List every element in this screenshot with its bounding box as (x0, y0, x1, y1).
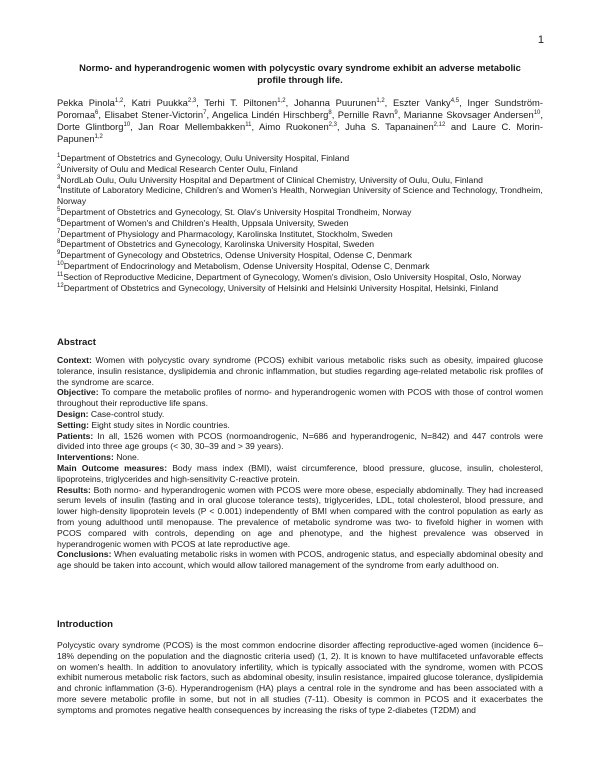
affiliation-text: Department of Gynecology and Obstetrics, Odense University Hospital, Odense C, Denmark (60, 250, 412, 261)
affiliation-item (57, 175, 543, 186)
author-name: Marianne Skovsager Andersen (403, 108, 534, 120)
affiliation-number: 3 (57, 174, 61, 181)
author-name: Inger Sundström-Poromaa (57, 97, 543, 120)
author-affiliation-mark: 10 (533, 109, 541, 116)
author-affiliation-mark: 1,2 (277, 97, 286, 104)
affiliation-text: Department of Obstetrics and Gynecology, Karolinska University Hospital, Sweden (60, 239, 374, 250)
abstract-section (57, 355, 543, 387)
author (104, 109, 206, 120)
affiliation-number: 8 (57, 239, 61, 246)
affiliation-number: 11 (57, 271, 64, 278)
abstract-body (57, 355, 543, 571)
affiliation-number: 12 (57, 282, 64, 289)
affiliation-number: 1 (57, 153, 61, 160)
abstract-section-text: To compare the metabolic profiles of normo- and hyperandrogenic women with PCOS with those of control women throughout their reproductive life spans. (57, 387, 543, 409)
author (393, 97, 459, 108)
affiliation-text: Institute of Laboratory Medicine, Children's and Women's Health, Norwegian University of Science and Technology, Trondheim, Norway (57, 185, 543, 207)
abstract-section-label: Main Outcome measures: (57, 462, 168, 473)
affiliation-item (57, 239, 543, 250)
affiliation-text: Department of Obstetrics and Gynecology, University of Helsinki and Helsinki University Hospital, Helsinki, Finland (63, 282, 499, 293)
author-name: Juha S. Tapanainen (345, 120, 434, 132)
abstract-section-label: Context: (57, 355, 92, 365)
affiliation-text: Section of Reproductive Medicine, Department of Gynecology, Women's division, Oslo University Hospital, Oslo, Norway (63, 271, 522, 282)
affiliation-item (57, 261, 543, 272)
author (57, 97, 123, 108)
affiliation-item (57, 207, 543, 218)
abstract-section-text: Women with polycystic ovary syndrome (PCOS) exhibit various metabolic risks such as obesity, impaired glucose tolerance, insulin resistance, dyslipidemia and chronic inflammation, but studies regarding age-related metabolic risk profiles of the syndrome are scarce. (57, 355, 543, 387)
abstract-section-text: Case-control study. (88, 408, 165, 419)
abstract-section (57, 485, 543, 550)
author-affiliation-mark: 1,2 (114, 97, 124, 104)
abstract-section-text: Eight study sites in Nordic countries. (88, 419, 230, 430)
affiliation-item (57, 153, 543, 164)
abstract-section-text: None. (113, 452, 140, 463)
author-name: Eszter Vanky (393, 97, 451, 108)
affiliation-item (57, 250, 543, 261)
introduction-paragraph: Polycystic ovary syndrome (PCOS) is the most common endocrine disorder affecting reproductive-aged women (incidence 6–18% depending on the population and the diagnostic criteria used) (1, 2). It is known to have multifaceted unfavorable effects on women's health. In addition to anovulatory infertility, which is typically associated with the syndrome, women with PCOS exhibit numerous metabolic risk factors, such as abdominal obesity, insulin resistance, impaired glucose tolerance, dyslipidemia and chronic inflammation (3-6). Hyperandrogenism (HA) plays a central role in the syndrome and has been associated with a more severe metabolic profile in some, but not in all studies (7-11). Obesity is common in PCOS and it exacerbates the symptoms and promotes negative health consequences by increasing the risks of type 2-diabetes (T2DM) and (57, 640, 543, 715)
author (138, 121, 251, 132)
abstract-section (57, 452, 543, 463)
author-affiliation-mark: 9 (394, 109, 398, 116)
author-affiliation-mark: 8 (328, 109, 332, 116)
affiliation-item (57, 283, 543, 294)
author-name: Jan Roar Mellembakken (138, 120, 246, 132)
author-affiliation-mark: 7 (203, 109, 207, 116)
author-affiliation-mark: 2,3 (187, 97, 197, 104)
abstract-section-text: When evaluating metabolic risks in women with PCOS, androgenic status, and especially abdominal obesity and age should be taken into account, which would allow tailored management of the syndrome from early adulthood on. (57, 549, 543, 571)
affiliation-number: 5 (57, 207, 61, 214)
abstract-section-label: Patients: (57, 430, 94, 441)
author (294, 97, 385, 108)
author-name: Angelica Lindén Hirschberg (212, 108, 329, 120)
abstract-section-label: Conclusions: (57, 549, 112, 560)
author (345, 121, 445, 132)
author-name: Terhi T. Piltonen (204, 97, 278, 108)
affiliation-text: Department of Obstetrics and Gynecology, Oulu University Hospital, Finland (60, 153, 350, 163)
abstract-section-text: Both normo- and hyperandrogenic women with PCOS were more obese, especially abdominally. They had increased serum levels of insulin (fasting and in oral glucose tolerance tests), triglycerides, LDL, total cholesterol, blood pressure, and lower high-density lipoprotein levels (P < 0.001) independently of BMI when compared with the control population as early as from young adulthood until menopause. The prevalence of metabolic syndrome was two- to fivefold higher in women with PCOS compared with controls, depending on age and phenotype, and the highest prevalence was observed in hyperandrogenic women with PCOS at late reproductive age. (57, 484, 543, 549)
affiliation-list (57, 153, 543, 293)
abstract-heading: Abstract (57, 337, 96, 348)
affiliation-number: 2 (57, 163, 61, 170)
affiliation-item (57, 229, 543, 240)
affiliation-item (57, 272, 543, 283)
affiliation-item (57, 218, 543, 229)
affiliation-number: 6 (57, 217, 61, 224)
author (404, 109, 541, 120)
affiliation-text: NordLab Oulu, Oulu University Hospital and Department of Clinical Chemistry, University of Oulu, Oulu, Finland (60, 174, 483, 185)
author-list: Pekka Pinola$^{1,2}$, Katri Puukka$^{2,3}$, Terhi T. Piltonen$^{1,2}$, Johanna Puurunen$^{1,2}$, Eszter Vanky$^{4,5}$, Inger Sundström-Poromaa$^6$, Elisabet Stener-Victorin$^7$, Angelica Lindén Hirschberg$^8$, Pernille Ravn$^9$, Marianne Skovsager Andersen$^{10}$, Dorte Glintborg$^{10}$, Jan Roar Mellembakken$^{11}$, Aimo Ruokonen$^{2,3}$, Juha S. Tapanainen$^{2,12}$ and Laure C. Morin-Papunen$^{1,2}$ (57, 97, 543, 144)
author-name: Pekka Pinola (57, 97, 115, 108)
affiliation-text: Department of Physiology and Pharmacology, Karolinska Institutet, Stockholm, Sweden (60, 228, 393, 239)
author (132, 97, 197, 108)
author-affiliation-mark: 1,2 (376, 97, 385, 104)
page-number: 1 (537, 34, 544, 46)
author (57, 121, 130, 132)
author (338, 109, 398, 120)
introduction-heading: Introduction (57, 619, 113, 630)
author-affiliation-mark: 1,2 (94, 133, 103, 140)
affiliation-item (57, 185, 543, 207)
affiliation-text: University of Oulu and Medical Research Center Oulu, Finland (60, 163, 298, 174)
author (212, 109, 332, 120)
author-name: Katri Puukka (131, 97, 188, 108)
affiliation-number: 7 (57, 228, 61, 235)
author-affiliation-mark: 2,3 (328, 121, 338, 128)
abstract-section-label: Objective: (57, 387, 99, 398)
author-affiliation-mark: 6 (95, 109, 99, 116)
author (204, 97, 285, 108)
author-affiliation-mark: 10 (123, 121, 131, 128)
author (259, 121, 337, 132)
abstract-section (57, 409, 543, 420)
author-name: Pernille Ravn (337, 108, 395, 120)
author-name: Elisabet Stener-Victorin (104, 108, 204, 120)
affiliation-text: Department of Obstetrics and Gynecology, St. Olav's University Hospital Trondheim, Norway (60, 206, 412, 217)
author-name: Aimo Ruokonen (259, 120, 329, 132)
affiliation-text: Department of Women's and Children's Health, Uppsala University, Sweden (60, 217, 349, 228)
paper-title: Normo- and hyperandrogenic women with polycystic ovary syndrome exhibit an adverse metabolic profile through life. (79, 62, 521, 85)
affiliation-number: 4 (57, 185, 61, 192)
author-name: Dorte Glintborg (57, 120, 124, 132)
affiliation-number: 10 (57, 261, 64, 268)
abstract-section (57, 387, 543, 409)
abstract-section (57, 549, 543, 571)
abstract-section-label: Results: (57, 484, 91, 495)
abstract-section-text: In all, 1526 women with PCOS (normoandrogenic, N=686 and hyperandrogenic, N=842) and 447 controls were divided into three age groups (< 30, 30–39 and > 39 years). (57, 430, 543, 452)
author-affiliation-mark: 4,5 (450, 97, 460, 104)
author-affiliation-mark: 2,12 (433, 121, 446, 128)
abstract-section-label: Setting: (57, 419, 89, 430)
affiliation-number: 9 (57, 250, 61, 257)
abstract-section (57, 463, 543, 485)
abstract-section (57, 431, 543, 453)
author-name: Johanna Puurunen (293, 97, 377, 108)
affiliation-item (57, 164, 543, 175)
abstract-section (57, 420, 543, 431)
author-affiliation-mark: 11 (245, 121, 252, 128)
abstract-section-label: Interventions: (57, 452, 114, 463)
affiliation-text: Department of Endocrinology and Metabolism, Odense University Hospital, Odense C, Denmark (63, 260, 430, 271)
abstract-section-label: Design: (57, 408, 89, 419)
author-name: Laure C. Morin-Papunen (57, 120, 543, 144)
abstract-section-text: Body mass index (BMI), waist circumference, blood pressure, glucose, insulin, cholesterol, lipoproteins, triglycerides and high-sensitivity C-reactive protein. (57, 462, 544, 484)
